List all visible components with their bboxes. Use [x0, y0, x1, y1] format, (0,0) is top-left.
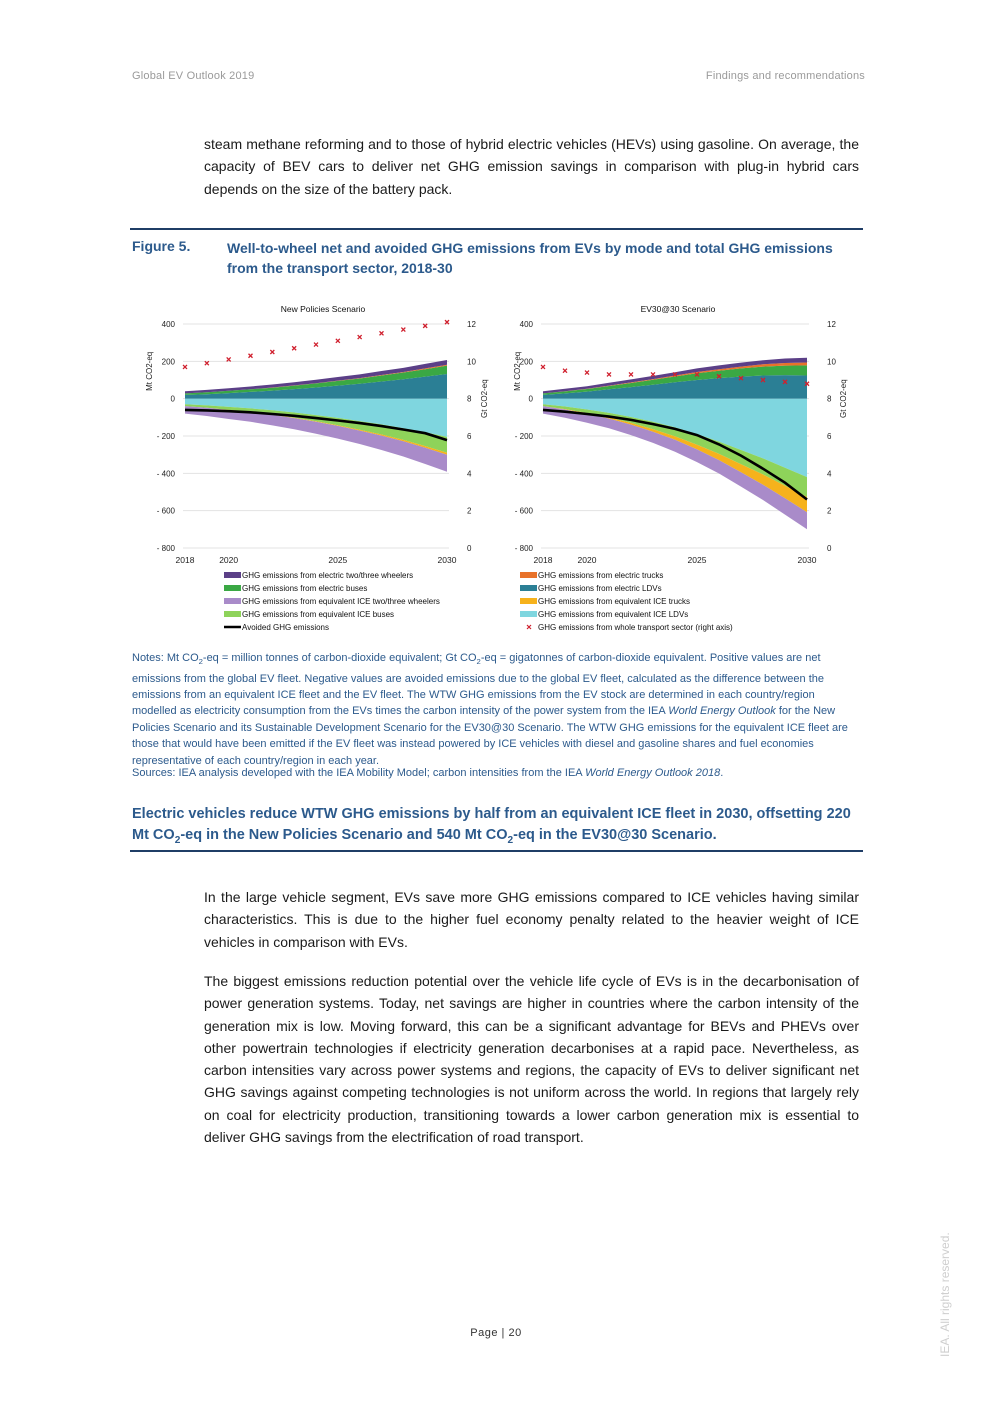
chart-panel-1	[145, 304, 489, 565]
y2-tick-label: 4	[827, 469, 832, 479]
legend-label: GHG emissions from electric trucks	[538, 571, 664, 580]
transport-marker	[314, 343, 318, 347]
x-tick-label: 2018	[533, 555, 553, 565]
rights-watermark: IEA. All rights reserved.	[938, 1232, 952, 1357]
sources-text-1: Sources: IEA analysis developed with the IEA Mobility Model; carbon intensities from the IEA	[132, 767, 586, 779]
transport-marker	[270, 350, 274, 354]
transport-marker	[358, 335, 362, 339]
transport-marker	[249, 354, 253, 358]
y2-tick-label: 2	[827, 506, 832, 516]
y2-tick-label: 8	[827, 394, 832, 404]
y-tick-label: 0	[170, 394, 175, 404]
transport-marker	[292, 346, 296, 350]
notes-sub-1: 2	[198, 657, 203, 667]
sources-weo: World Energy Outlook 2018	[585, 767, 721, 779]
key-message-1: Electric vehicles reduce WTW GHG emissions by half from an equivalent ICE fleet in 2030, offsetting 220 Mt CO	[132, 806, 851, 843]
notes-weo: World Energy Outlook	[668, 705, 776, 718]
y-tick-label: 0	[528, 394, 533, 404]
notes-text-2: -eq = million tonnes of carbon-dioxide equivalent; Gt CO	[202, 652, 477, 664]
key-message-bottom-rule	[130, 850, 863, 852]
y-tick-label: 400	[519, 320, 533, 329]
transport-marker	[380, 331, 384, 335]
running-header-section: Findings and recommendations	[705, 70, 865, 82]
legend-swatch-ice_ldvs	[520, 611, 537, 617]
y-tick-label: - 400	[156, 469, 175, 479]
intro-paragraph: steam methane reforming and to those of hybrid electric vehicles (HEVs) using gasoline. On average, the capacity of BEV cars to deliver net GHG emission savings in comparison with plug-in hybrid cars depends on the size of the battery pack.	[204, 136, 859, 197]
y2-tick-label: 8	[467, 394, 472, 404]
figure-charts	[130, 298, 862, 642]
legend-label: Avoided GHG emissions	[242, 623, 329, 632]
x-tick-label: 2018	[175, 555, 195, 565]
y-axis-label: Mt CO2-eq	[513, 351, 522, 391]
legend-swatch-ldvs	[520, 585, 537, 591]
notes-text-1: Notes: Mt CO	[132, 652, 199, 664]
key-message	[132, 804, 862, 851]
x-tick-label: 2020	[577, 555, 597, 565]
transport-marker	[401, 328, 405, 332]
y2-tick-label: 10	[827, 357, 836, 367]
transport-marker	[183, 365, 187, 369]
x-tick-label: 2025	[687, 555, 707, 565]
notes-sub-2: 2	[476, 657, 481, 667]
x-tick-label: 2025	[328, 555, 348, 565]
legend-label: GHG emissions from equivalent ICE buses	[242, 610, 395, 619]
legend-label: GHG emissions from equivalent ICE trucks	[538, 597, 691, 606]
legend-label: GHG emissions from whole transport sector (right axis)	[538, 623, 733, 632]
y2-tick-label: 10	[467, 357, 476, 367]
legend-label: GHG emissions from equivalent ICE two/three wheelers	[242, 597, 440, 606]
transport-marker	[563, 369, 567, 373]
y-tick-label: - 600	[514, 506, 533, 516]
figure-sources	[132, 767, 862, 779]
y-tick-label: - 800	[156, 544, 175, 553]
y-tick-label: 400	[161, 320, 175, 329]
transport-marker	[607, 372, 611, 376]
page-number: Page | 20	[470, 1327, 522, 1339]
chart-title: New Policies Scenario	[280, 304, 366, 314]
legend-label: GHG emissions from electric two/three wheelers	[242, 571, 414, 580]
chart-title: EV30@30 Scenario	[640, 304, 716, 314]
y-tick-label: 200	[161, 357, 175, 367]
y-tick-label: - 400	[514, 469, 533, 479]
notes-text-4: for the New Policies Scenario and its Sustainable Development Scenario for the EV30@30 Scenario. The WTW GHG emissions for the equivalent ICE fleet are those that would have been emitted if the EV fleet was instead powered by ICE vehicles with diesel and gasoline shares and fuel economies representative of each country/region in each year.	[132, 705, 848, 767]
legend-label: GHG emissions from equivalent ICE LDVs	[538, 610, 689, 619]
y2-tick-label: 12	[467, 320, 476, 329]
y2-tick-label: 2	[467, 506, 472, 516]
running-header-title: Global EV Outlook 2019	[132, 70, 255, 82]
transport-marker	[629, 372, 633, 376]
legend-swatch-transport	[527, 625, 531, 629]
notes-text-3: -eq = gigatonnes of carbon-dioxide equivalent. Positive values are net emissions from the global EV fleet. Negative values are avoided emissions due to the global EV fleet, calculated as the difference between the emissions from an equivalent ICE fleet and the EV fleet. The WTW GHG emissions from the EV stock are determined in each country/region modelled as electricity consumption from the EVs times the carbon intensity of the power system from the IEA	[132, 652, 824, 718]
key-message-3: -eq in the EV30@30 Scenario.	[513, 827, 717, 843]
sources-text-3: .	[720, 767, 724, 779]
body-paragraph-2: The biggest emissions reduction potential over the vehicle life cycle of EVs is in the decarbonisation of power generation systems. Today, net savings are higher in countries where the carbon intensity of the generation mix is low. Moving forward, this can be a significant advantage for BEVs and PHEVs over other powertrain technologies if electricity generation decarbonises at a rapid pace. Nevertheless, as carbon intensities vary across power systems and regions, the capacity of EVs to deliver significant net GHG savings against competing technologies is not uniform across the world. In regions that largely rely on coal for electricity production, transitioning towards a lower carbon generation mix is essential to deliver GHG savings from the electrification of road transport.	[204, 973, 859, 1146]
body-paragraph-1: In the large vehicle segment, EVs save more GHG emissions compared to ICE vehicles having similar characteristics. This is due to the higher fuel economy penalty related to the heavier weight of ICE vehicles in comparison with EVs.	[204, 889, 859, 950]
y2-tick-label: 6	[467, 432, 472, 441]
y-tick-label: 200	[519, 357, 533, 367]
chart-panel-2	[513, 304, 848, 565]
figure-top-rule	[130, 228, 863, 230]
y2-tick-label: 6	[827, 432, 832, 441]
legend-label: GHG emissions from electric LDVs	[538, 584, 662, 593]
transport-marker	[541, 365, 545, 369]
chart-legend	[224, 571, 733, 632]
legend-swatch-ice_trucks	[520, 598, 537, 604]
y2-tick-label: 12	[827, 320, 836, 329]
y2-tick-label: 4	[467, 469, 472, 479]
key-message-sub-1: 2	[174, 834, 181, 846]
y-tick-label: - 800	[514, 544, 533, 553]
legend-swatch-ice_buses	[224, 611, 241, 617]
legend-label: GHG emissions from electric buses	[242, 584, 368, 593]
y2-tick-label: 0	[467, 544, 472, 553]
key-message-2: -eq in the New Policies Scenario and 540 Mt CO	[180, 827, 508, 843]
key-message-sub-2: 2	[507, 834, 514, 846]
x-tick-label: 2030	[437, 555, 457, 565]
transport-marker	[336, 339, 340, 343]
x-tick-label: 2020	[219, 555, 239, 565]
figure-notes	[132, 650, 862, 769]
figure-label: Figure 5.	[132, 238, 191, 254]
legend-swatch-ice_two_three	[224, 598, 241, 604]
y-tick-label: - 200	[156, 432, 175, 441]
y2-tick-label: 0	[827, 544, 832, 553]
y-axis-label: Mt CO2-eq	[145, 351, 154, 391]
y-tick-label: - 200	[514, 432, 533, 441]
legend-swatch-trucks	[520, 572, 537, 578]
y2-axis-label: Gt CO2-eq	[480, 379, 489, 419]
transport-marker	[585, 371, 589, 375]
figure-title: Well-to-wheel net and avoided GHG emissions from EVs by mode and total GHG emissions from the transport sector, 2018-30	[227, 240, 833, 276]
x-tick-label: 2030	[797, 555, 817, 565]
transport-marker	[651, 372, 655, 376]
y2-axis-label: Gt CO2-eq	[839, 379, 848, 419]
y-tick-label: - 600	[156, 506, 175, 516]
legend-swatch-two_three_wheelers	[224, 572, 241, 578]
legend-swatch-buses	[224, 585, 241, 591]
